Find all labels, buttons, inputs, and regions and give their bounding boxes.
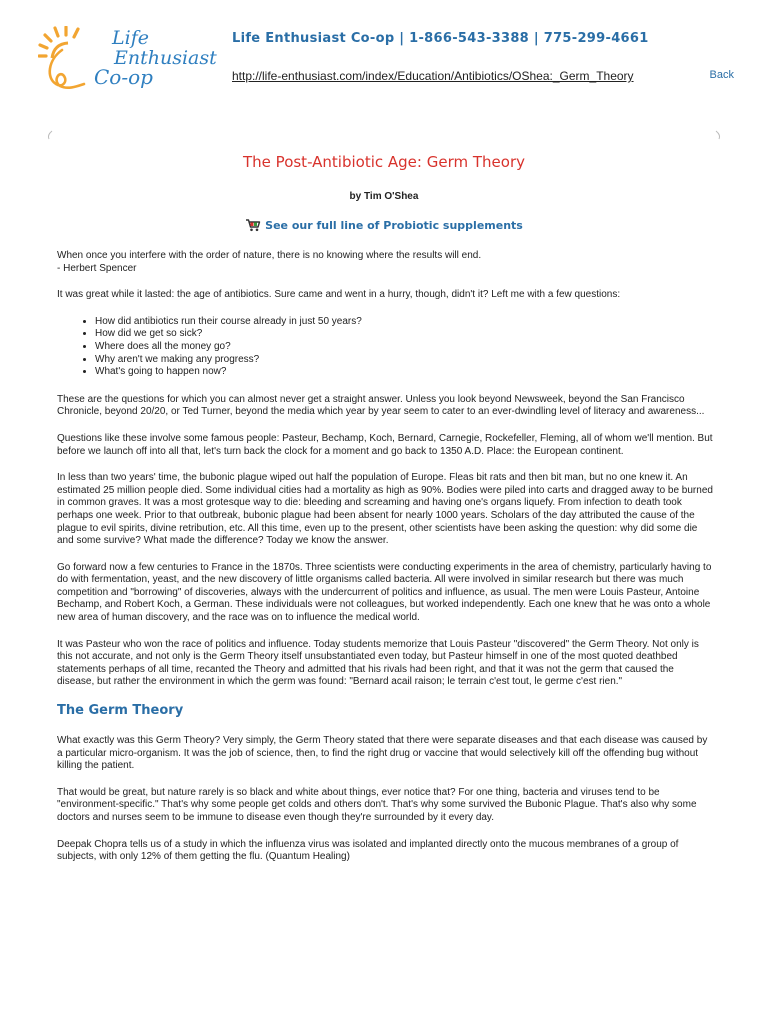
intro-paragraph: It was great while it lasted: the age of antibiotics. Sure came and went in a hurry, though, didn't it? Left me with a few questions: <box>57 289 621 301</box>
body-paragraph: Deepak Chopra tells us of a study in which the influenza virus was isolated and implanted directly onto the mucous membranes of a group of subjects, with only 12% of them getting the flu. (Quantum Healing) <box>57 838 679 863</box>
logo-word-life: Life <box>112 27 149 49</box>
body-paragraph: What exactly was this Germ Theory? Very simply, the Germ Theory stated that there were separate diseases and that each disease was caused by a particular micro-organism. It was the job of science, then, to find the right drug or vaccine that would selectively kill off the offending bug without killing the patient. <box>57 735 708 772</box>
article-body <box>57 250 713 878</box>
list-item: • Where does all the money go? <box>95 341 713 354</box>
questions-list <box>57 316 713 379</box>
quote-attribution: - Herbert Spencer <box>57 262 137 274</box>
body-paragraph: In less than two years' time, the bubonic plague wiped out half the population of Europe. Fleas bit rats and then bit man, but no one knew it. An estimated 25 million people died. Some individual cities had a mortality as high as 90%. Bodies were piled into carts and dragged away to be burned in common graves. It was a most grotesque way to die: bleeding and screaming and having one's organs liquefy. From infection to death took perhaps one week. Prior to that outbreak, bubonic plague had been absent for nearly 1000 years. Scholars of the day attributed the cause of the plague to evil spirits, divine retribution, etc. All this time, even up to the present, other scientists have been asking the question: why did some die and some survive? What made the difference? Today we know the answer. <box>57 472 713 547</box>
body-paragraph: These are the questions for which you can almost never get a straight answer. Unless you look beyond Newsweek, beyond the San Francisco Chronicle, beyond 20/20, or Ted Turner, beyond the media which year by year seem to cater to an ever-dwindling level of literacy and awareness... <box>57 393 705 418</box>
article-title: The Post-Antibiotic Age: Germ Theory <box>243 153 525 171</box>
body-paragraph: It was Pasteur who won the race of politics and influence. Today students memorize that Louis Pasteur "discovered" the Germ Theory. Not only is this not accurate, and not only is the Germ Theory itself unsubstantiated even today, but Pasteur himself in one of the most quoted deathbed statements perhaps of all time, recanted the Theory and admitted that his rivals had been right, and that it was not the germ that caused the disease, but rather the environment in which the germ was found: "Bernard acail raison; le terrain c'est tout, le germe c'est rien." <box>57 638 699 688</box>
logo-word-coop: Co-op <box>94 65 153 89</box>
logo-word-enthusiast: Enthusiast <box>114 47 217 69</box>
body-paragraph: Go forward now a few centuries to France in the 1870s. Three scientists were conducting experiments in the area of chemistry, particularly having to do with fermentation, yeast, and the new discovery of little organisms called bacteria. All were involved in similar research but there was much competition and "borrowing" of discoveries, always with the undercurrent of politics and influence, as usual. The men were Louis Pasteur, Antoine Bechamp, and Robert Koch, a German. These individuals were not colleagues, but worked independently. Each one knew that he was onto a whole new area of human discovery, and the race was on to influence the medical world. <box>57 561 712 624</box>
opening-quote <box>57 250 713 275</box>
list-item: • How did we get so sick? <box>95 328 713 341</box>
promo-link[interactable] <box>0 218 768 232</box>
shopping-cart-icon <box>245 218 261 232</box>
promo-link-label: See our full line of Probiotic supplements <box>265 219 523 232</box>
list-item: • What's going to happen now? <box>95 366 713 379</box>
section-heading: The Germ Theory <box>57 703 184 719</box>
body-paragraph: That would be great, but nature rarely is so black and white about things, ever notice that? For one thing, bacteria and viruses tend to be "environment-specific." That's why some people get colds and others don't. That's why some survived the Bubonic Plague. That's also why some doctors and nurses seem to be immune to disease even though they're surrounded by it every day. <box>57 786 697 823</box>
page-url-link[interactable]: http://life-enthusiast.com/index/Education/Antibiotics/OShea:_Germ_Theory <box>232 69 634 83</box>
list-item: • Why aren't we making any progress? <box>95 354 713 367</box>
body-paragraph: Questions like these involve some famous people: Pasteur, Bechamp, Koch, Bernard, Carnegie, Rockefeller, Fleming, all of whom we'll mention. But before we launch off into all that, let's turn back the clock for a moment and go back to 1350 A.D. Place: the European continent. <box>57 432 713 457</box>
site-logo[interactable] <box>38 26 218 92</box>
back-link[interactable]: Back <box>709 69 734 81</box>
corner-mark-left <box>46 130 54 140</box>
quote-text: When once you interfere with the order of nature, there is no knowing where the results will end. <box>57 250 482 261</box>
article-byline: by Tim O'Shea <box>349 191 419 202</box>
list-item: • How did antibiotics run their course already in just 50 years? <box>95 316 713 329</box>
contact-line: Life Enthusiast Co-op | 1-866-543-3388 | 775-299-4661 <box>232 31 649 46</box>
corner-mark-right <box>714 130 722 140</box>
